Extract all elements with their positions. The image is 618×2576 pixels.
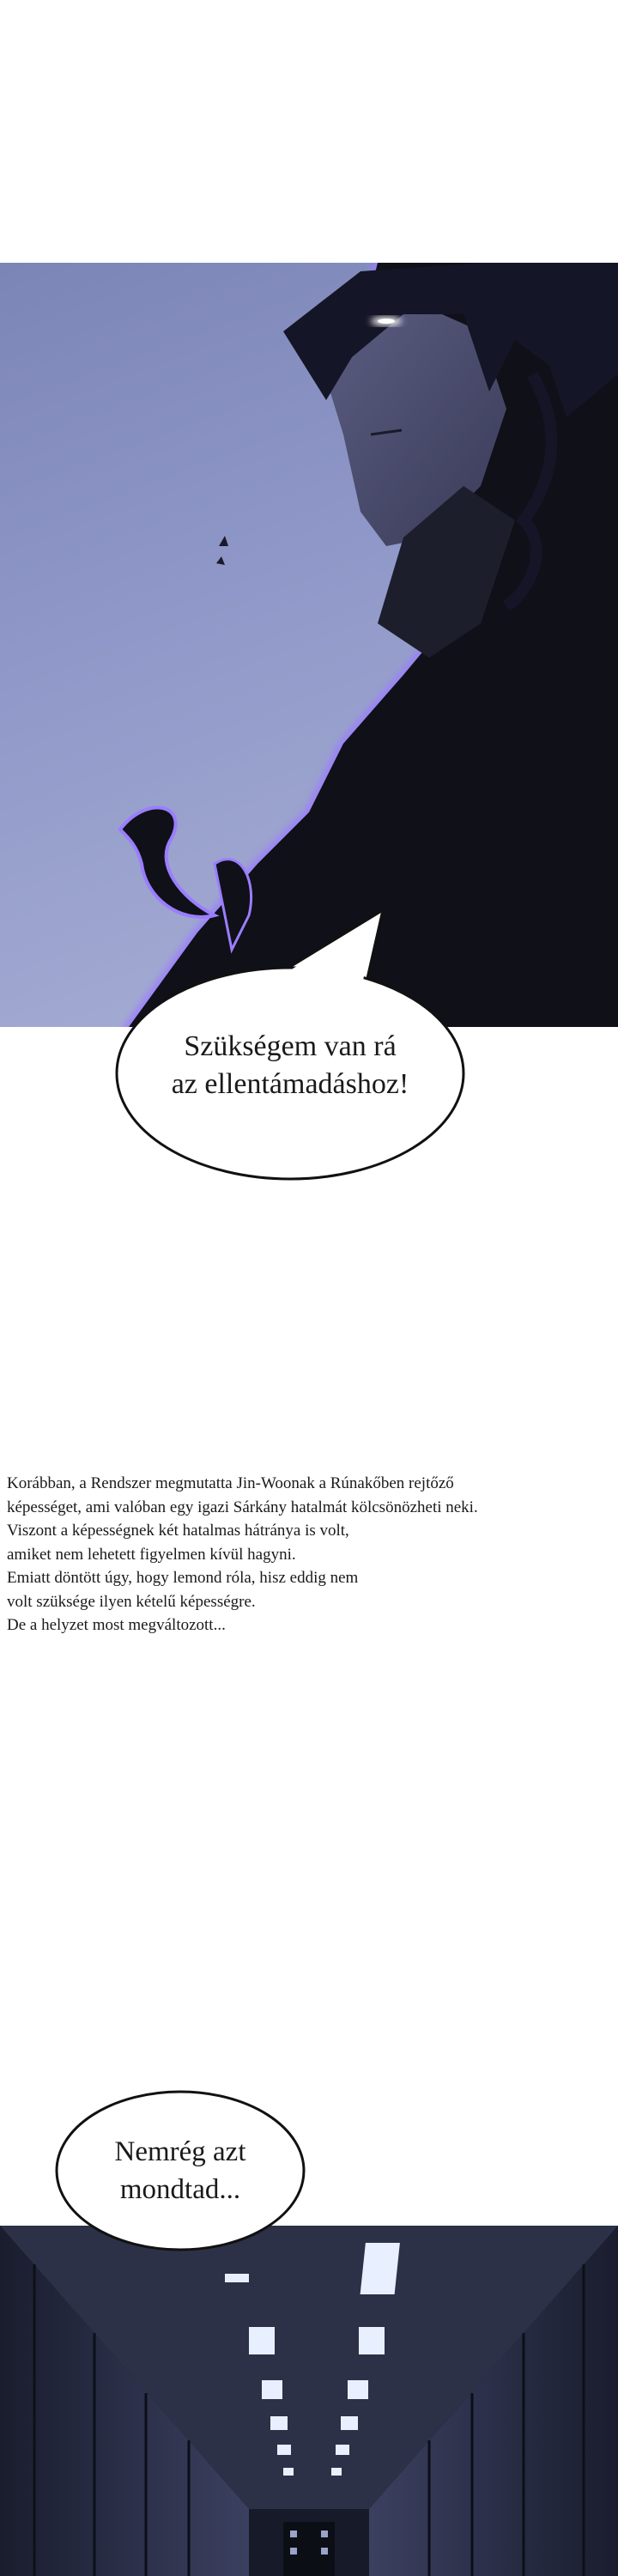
speech-bubble-bottom (52, 2085, 309, 2257)
narration-line: képességet, ami valóban egy igazi Sárkány hatalmát kölcsönözheti neki. (7, 1498, 478, 1516)
narration-line: Viszont a képességnek két hatalmas hátránya is volt, (7, 1522, 349, 1540)
narration-line: Korábban, a Rendszer megmutatta Jin-Woonak a Rúnakőben rejtőző (7, 1474, 454, 1492)
narration-line: volt szüksége ilyen kételű képességre. (7, 1592, 256, 1611)
bubble-top-line-1: Szükségem van rá (184, 1030, 397, 1062)
bubble-bottom-line-1: Nemrég azt (114, 2136, 246, 2167)
narration-line: amiket nem lehetett figyelmen kívül hagyni. (7, 1545, 296, 1564)
corridor-artwork (0, 2226, 618, 2576)
bubble-bottom-line-2: mondtad... (119, 2174, 241, 2205)
narration-line: Emiatt döntött úgy, hogy lemond róla, hisz eddig nem (7, 1569, 359, 1587)
narration-text (7, 1472, 618, 1637)
bubble-top-line-2: az ellentámadáshoz! (171, 1068, 409, 1100)
comic-panel-corridor (0, 2226, 618, 2576)
speech-bubble-top (110, 893, 470, 1219)
narration-line: De a helyzet most megváltozott... (7, 1616, 226, 1634)
